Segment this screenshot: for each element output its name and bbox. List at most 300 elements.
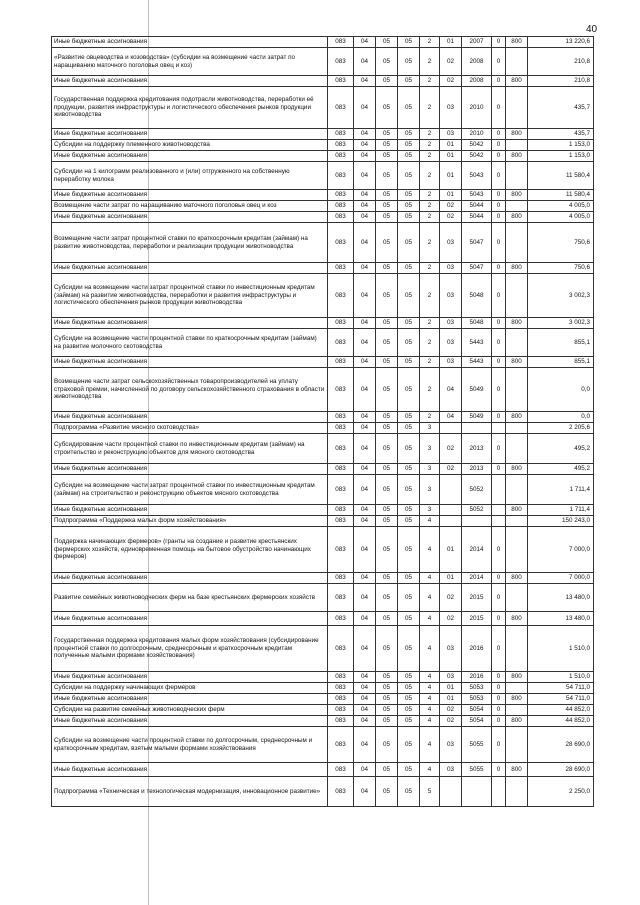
code-cell: 2008	[462, 76, 492, 87]
code-cell: 800	[506, 151, 528, 162]
code-cell: 01	[440, 151, 462, 162]
code-cell: 04	[354, 705, 376, 716]
code-cell: 02	[440, 212, 462, 223]
code-cell	[506, 201, 528, 212]
code-cell: 04	[354, 694, 376, 705]
row-name: «Развитие овцеводства и козоводства» (субсидии на возмещение части затрат по наращиванию маточного поголовья овец и коз)	[52, 48, 328, 76]
code-cell: 2015	[462, 612, 492, 626]
code-cell: 5047	[462, 263, 492, 274]
row-sum: 28 690,0	[528, 727, 594, 763]
code-cell: 2	[420, 140, 440, 151]
row-sum: 1 711,4	[528, 475, 594, 505]
code-cell: 05	[398, 201, 420, 212]
code-cell: 05	[398, 318, 420, 329]
code-cell: 05	[398, 76, 420, 87]
code-cell: 800	[506, 129, 528, 140]
code-cell: 5048	[462, 318, 492, 329]
code-cell: 5055	[462, 727, 492, 763]
table-row	[52, 464, 594, 475]
code-cell: 2	[420, 212, 440, 223]
code-cell: 05	[376, 37, 398, 48]
code-cell: 04	[354, 516, 376, 527]
code-cell: 5053	[462, 694, 492, 705]
code-cell: 083	[328, 475, 354, 505]
row-name: Иные бюджетные ассигнования	[52, 212, 328, 223]
code-cell: 083	[328, 76, 354, 87]
code-cell: 05	[376, 464, 398, 475]
code-cell: 0	[492, 76, 506, 87]
code-cell: 04	[354, 573, 376, 584]
code-cell: 800	[506, 76, 528, 87]
code-cell: 05	[376, 48, 398, 76]
code-cell: 02	[440, 464, 462, 475]
row-sum: 4 005,0	[528, 212, 594, 223]
code-cell: 05	[376, 140, 398, 151]
code-cell: 0	[492, 705, 506, 716]
code-cell: 05	[376, 329, 398, 357]
code-cell: 05	[398, 777, 420, 807]
code-cell: 04	[354, 140, 376, 151]
row-name: Иные бюджетные ассигнования	[52, 76, 328, 87]
code-cell: 05	[398, 212, 420, 223]
code-cell	[440, 777, 462, 807]
table-row	[52, 140, 594, 151]
code-cell: 4	[420, 716, 440, 727]
code-cell: 2	[420, 87, 440, 129]
code-cell: 05	[398, 263, 420, 274]
code-cell: 083	[328, 573, 354, 584]
code-cell: 4	[420, 612, 440, 626]
code-cell: 5042	[462, 140, 492, 151]
code-cell	[506, 705, 528, 716]
code-cell: 04	[354, 434, 376, 464]
code-cell: 2	[420, 129, 440, 140]
code-cell: 04	[354, 329, 376, 357]
code-cell	[506, 727, 528, 763]
row-name: Иные бюджетные ассигнования	[52, 357, 328, 368]
row-name: Субсидии на возмещение части затрат процентной ставки по инвестиционным кредитам (займам) на строительство и реконструкцию объектов мясного скотоводства	[52, 475, 328, 505]
row-sum: 3 002,3	[528, 274, 594, 318]
code-cell: 05	[398, 763, 420, 777]
code-cell: 05	[376, 76, 398, 87]
code-cell: 05	[376, 727, 398, 763]
code-cell: 2016	[462, 626, 492, 672]
code-cell: 0	[492, 368, 506, 412]
code-cell: 03	[440, 329, 462, 357]
code-cell: 4	[420, 727, 440, 763]
row-sum: 855,1	[528, 329, 594, 357]
table-row	[52, 475, 594, 505]
code-cell: 0	[492, 48, 506, 76]
table-row	[52, 527, 594, 573]
row-sum: 11 580,4	[528, 162, 594, 190]
code-cell: 083	[328, 612, 354, 626]
code-cell: 083	[328, 434, 354, 464]
code-cell: 4	[420, 672, 440, 683]
code-cell: 800	[506, 357, 528, 368]
code-cell: 04	[354, 129, 376, 140]
code-cell: 2015	[462, 584, 492, 612]
row-name: Иные бюджетные ассигнования	[52, 505, 328, 516]
code-cell: 05	[398, 87, 420, 129]
code-cell: 04	[354, 763, 376, 777]
row-name: Иные бюджетные ассигнования	[52, 129, 328, 140]
table-row	[52, 201, 594, 212]
code-cell: 0	[492, 263, 506, 274]
table-row	[52, 694, 594, 705]
code-cell: 0	[492, 274, 506, 318]
table-row	[52, 584, 594, 612]
code-cell: 04	[354, 716, 376, 727]
row-sum: 13 480,0	[528, 612, 594, 626]
code-cell: 5044	[462, 201, 492, 212]
code-cell: 2016	[462, 672, 492, 683]
code-cell: 05	[376, 274, 398, 318]
code-cell: 3	[420, 475, 440, 505]
code-cell: 05	[376, 151, 398, 162]
code-cell: 2	[420, 318, 440, 329]
code-cell: 05	[376, 763, 398, 777]
code-cell: 03	[440, 763, 462, 777]
code-cell: 01	[440, 162, 462, 190]
code-cell: 04	[354, 151, 376, 162]
code-cell	[492, 505, 506, 516]
row-name: Иные бюджетные ассигнования	[52, 573, 328, 584]
code-cell	[506, 683, 528, 694]
code-cell	[462, 777, 492, 807]
code-cell: 083	[328, 190, 354, 201]
code-cell: 800	[506, 464, 528, 475]
row-name: Государственная поддержка кредитования малых форм хозяйствования (субсидирование процентной ставки по долгосрочным, среднесрочным и краткосрочным кредитам полученные малыми формами хозяйствования)	[52, 626, 328, 672]
table-row	[52, 329, 594, 357]
row-sum: 210,8	[528, 48, 594, 76]
code-cell: 4	[420, 573, 440, 584]
code-cell: 05	[376, 87, 398, 129]
table-row	[52, 516, 594, 527]
code-cell: 02	[440, 434, 462, 464]
code-cell: 2	[420, 48, 440, 76]
code-cell: 05	[398, 573, 420, 584]
code-cell: 03	[440, 263, 462, 274]
code-cell: 05	[398, 505, 420, 516]
row-sum: 750,6	[528, 263, 594, 274]
code-cell: 5044	[462, 212, 492, 223]
code-cell: 05	[398, 357, 420, 368]
code-cell: 05	[376, 672, 398, 683]
code-cell: 05	[398, 329, 420, 357]
code-cell: 05	[376, 584, 398, 612]
code-cell	[506, 584, 528, 612]
code-cell: 02	[440, 201, 462, 212]
code-cell: 4	[420, 694, 440, 705]
code-cell: 083	[328, 464, 354, 475]
code-cell: 2	[420, 37, 440, 48]
code-cell: 05	[398, 612, 420, 626]
row-name: Субсидирование части процентной ставки по инвестиционным кредитам (займам) на строительство и реконструкцию объектов для мясного скотоводства	[52, 434, 328, 464]
code-cell: 083	[328, 37, 354, 48]
table-row	[52, 263, 594, 274]
row-sum: 1 153,0	[528, 140, 594, 151]
code-cell: 03	[440, 223, 462, 263]
code-cell: 04	[354, 87, 376, 129]
row-sum: 3 002,3	[528, 318, 594, 329]
code-cell: 04	[354, 37, 376, 48]
row-sum: 2 250,0	[528, 777, 594, 807]
code-cell: 04	[440, 412, 462, 423]
row-name: Иные бюджетные ассигнования	[52, 612, 328, 626]
code-cell: 04	[354, 412, 376, 423]
code-cell	[440, 505, 462, 516]
code-cell: 05	[376, 683, 398, 694]
code-cell: 800	[506, 212, 528, 223]
code-cell: 04	[354, 190, 376, 201]
code-cell	[492, 516, 506, 527]
table-row	[52, 76, 594, 87]
table-row	[52, 412, 594, 423]
code-cell: 083	[328, 212, 354, 223]
code-cell: 02	[440, 612, 462, 626]
code-cell: 2	[420, 162, 440, 190]
row-sum: 54 711,0	[528, 683, 594, 694]
code-cell: 083	[328, 412, 354, 423]
code-cell: 2014	[462, 573, 492, 584]
code-cell: 05	[398, 368, 420, 412]
code-cell	[506, 368, 528, 412]
code-cell: 04	[354, 464, 376, 475]
row-sum: 210,8	[528, 76, 594, 87]
code-cell	[506, 140, 528, 151]
code-cell: 05	[376, 612, 398, 626]
code-cell: 800	[506, 694, 528, 705]
code-cell: 03	[440, 357, 462, 368]
code-cell: 04	[354, 423, 376, 434]
row-sum: 28 690,0	[528, 763, 594, 777]
code-cell	[506, 626, 528, 672]
code-cell: 05	[398, 683, 420, 694]
code-cell: 03	[440, 672, 462, 683]
code-cell: 04	[354, 626, 376, 672]
code-cell: 0	[492, 162, 506, 190]
code-cell: 0	[492, 223, 506, 263]
row-sum: 495,2	[528, 434, 594, 464]
table-row	[52, 151, 594, 162]
table-row	[52, 716, 594, 727]
code-cell: 02	[440, 584, 462, 612]
code-cell: 800	[506, 573, 528, 584]
code-cell: 5053	[462, 683, 492, 694]
code-cell: 05	[398, 162, 420, 190]
row-name: Развитие семейных животноводческих ферм на базе крестьянских фермерских хозяйств	[52, 584, 328, 612]
code-cell: 05	[398, 223, 420, 263]
row-sum: 13 220,6	[528, 37, 594, 48]
code-cell: 2	[420, 274, 440, 318]
row-name: Субсидии на возмещение части процентной ставки по краткосрочным кредитам (займам) на развитие молочного скотоводства	[52, 329, 328, 357]
code-cell: 04	[354, 672, 376, 683]
code-cell: 3	[420, 505, 440, 516]
code-cell: 0	[492, 190, 506, 201]
code-cell: 02	[440, 716, 462, 727]
row-sum: 435,7	[528, 129, 594, 140]
code-cell: 05	[398, 423, 420, 434]
table-row	[52, 434, 594, 464]
code-cell: 2	[420, 223, 440, 263]
code-cell: 01	[440, 37, 462, 48]
code-cell: 0	[492, 37, 506, 48]
code-cell: 05	[398, 527, 420, 573]
code-cell: 083	[328, 368, 354, 412]
code-cell: 0	[492, 612, 506, 626]
table-row	[52, 727, 594, 763]
code-cell: 05	[376, 263, 398, 274]
code-cell	[506, 475, 528, 505]
code-cell: 05	[376, 626, 398, 672]
code-cell: 800	[506, 505, 528, 516]
table-row	[52, 212, 594, 223]
code-cell: 3	[420, 464, 440, 475]
code-cell: 05	[398, 694, 420, 705]
code-cell: 2	[420, 357, 440, 368]
code-cell: 083	[328, 694, 354, 705]
code-cell: 01	[440, 140, 462, 151]
code-cell: 2007	[462, 37, 492, 48]
code-cell: 05	[398, 434, 420, 464]
row-sum: 1 510,0	[528, 626, 594, 672]
code-cell: 04	[440, 368, 462, 412]
code-cell: 05	[398, 516, 420, 527]
code-cell: 800	[506, 318, 528, 329]
code-cell	[492, 475, 506, 505]
code-cell: 05	[376, 212, 398, 223]
code-cell: 05	[376, 516, 398, 527]
row-name: Субсидии на возмещение части процентной ставки по долгосрочным, среднесрочным и краткосрочным кредитам, взятым малыми формами хозяйствования	[52, 727, 328, 763]
code-cell: 0	[492, 129, 506, 140]
code-cell: 04	[354, 475, 376, 505]
code-cell	[506, 516, 528, 527]
row-sum: 2 205,6	[528, 423, 594, 434]
code-cell: 05	[376, 368, 398, 412]
code-cell: 04	[354, 612, 376, 626]
code-cell: 800	[506, 612, 528, 626]
code-cell: 01	[440, 527, 462, 573]
code-cell: 01	[440, 683, 462, 694]
code-cell: 04	[354, 48, 376, 76]
row-sum: 495,2	[528, 464, 594, 475]
code-cell: 04	[354, 318, 376, 329]
code-cell	[440, 423, 462, 434]
code-cell: 2	[420, 151, 440, 162]
code-cell: 05	[376, 162, 398, 190]
code-cell: 083	[328, 516, 354, 527]
code-cell: 5049	[462, 368, 492, 412]
code-cell: 3	[420, 434, 440, 464]
table-row	[52, 318, 594, 329]
code-cell: 05	[398, 37, 420, 48]
row-sum: 1 510,0	[528, 672, 594, 683]
table-row	[52, 162, 594, 190]
code-cell: 05	[376, 527, 398, 573]
code-cell: 2	[420, 412, 440, 423]
row-name: Иные бюджетные ассигнования	[52, 151, 328, 162]
code-cell: 800	[506, 412, 528, 423]
table-row	[52, 129, 594, 140]
code-cell: 01	[440, 573, 462, 584]
code-cell: 04	[354, 76, 376, 87]
code-cell: 05	[376, 573, 398, 584]
row-sum: 54 711,0	[528, 694, 594, 705]
code-cell: 5047	[462, 223, 492, 263]
code-cell: 083	[328, 357, 354, 368]
code-cell: 05	[376, 223, 398, 263]
code-cell	[506, 162, 528, 190]
code-cell: 01	[440, 694, 462, 705]
code-cell: 4	[420, 584, 440, 612]
code-cell	[506, 223, 528, 263]
code-cell: 04	[354, 223, 376, 263]
code-cell: 03	[440, 727, 462, 763]
code-cell: 04	[354, 201, 376, 212]
code-cell: 083	[328, 527, 354, 573]
row-sum: 150 243,0	[528, 516, 594, 527]
code-cell: 083	[328, 683, 354, 694]
row-name: Подпрограмма «Техническая и технологическая модернизация, инновационное развитие»	[52, 777, 328, 807]
code-cell: 05	[376, 201, 398, 212]
code-cell: 083	[328, 727, 354, 763]
row-name: Иные бюджетные ассигнования	[52, 412, 328, 423]
code-cell: 800	[506, 716, 528, 727]
code-cell	[506, 777, 528, 807]
code-cell: 083	[328, 151, 354, 162]
row-name: Иные бюджетные ассигнования	[52, 190, 328, 201]
code-cell: 04	[354, 357, 376, 368]
row-name: Возмещение части затрат сельскохозяйственных товаропроизводителей на уплату страховой премии, начисленной по договору сельскохозяйственного страхования в области животноводства	[52, 368, 328, 412]
code-cell: 04	[354, 505, 376, 516]
row-name: Субсидии на поддержку племенного животноводства	[52, 140, 328, 151]
code-cell: 5042	[462, 151, 492, 162]
row-sum: 44 852,0	[528, 716, 594, 727]
code-cell: 083	[328, 505, 354, 516]
code-cell: 05	[398, 716, 420, 727]
code-cell: 02	[440, 48, 462, 76]
code-cell: 800	[506, 190, 528, 201]
code-cell: 5048	[462, 274, 492, 318]
code-cell	[440, 516, 462, 527]
code-cell: 2	[420, 201, 440, 212]
code-cell: 0	[492, 573, 506, 584]
code-cell: 2010	[462, 87, 492, 129]
code-cell: 2013	[462, 464, 492, 475]
code-cell: 03	[440, 87, 462, 129]
code-cell: 05	[376, 694, 398, 705]
code-cell: 4	[420, 626, 440, 672]
code-cell	[506, 274, 528, 318]
code-cell: 0	[492, 584, 506, 612]
code-cell: 02	[440, 705, 462, 716]
code-cell: 2	[420, 76, 440, 87]
code-cell: 800	[506, 763, 528, 777]
code-cell: 0	[492, 412, 506, 423]
code-cell: 05	[376, 412, 398, 423]
code-cell: 0	[492, 201, 506, 212]
row-name: Иные бюджетные ассигнования	[52, 716, 328, 727]
code-cell: 04	[354, 162, 376, 190]
row-name: Субсидии на возмещение части затрат процентной ставки по инвестиционным кредитам (займам) на развитие животноводства, переработки и развития инфраструктуры и логистического обеспечения рынков продукции животноводства	[52, 274, 328, 318]
code-cell: 0	[492, 763, 506, 777]
table-row	[52, 274, 594, 318]
code-cell: 05	[398, 672, 420, 683]
code-cell: 3	[420, 423, 440, 434]
code-cell: 4	[420, 683, 440, 694]
row-name: Подпрограмма «Развитие мясного скотоводства»	[52, 423, 328, 434]
